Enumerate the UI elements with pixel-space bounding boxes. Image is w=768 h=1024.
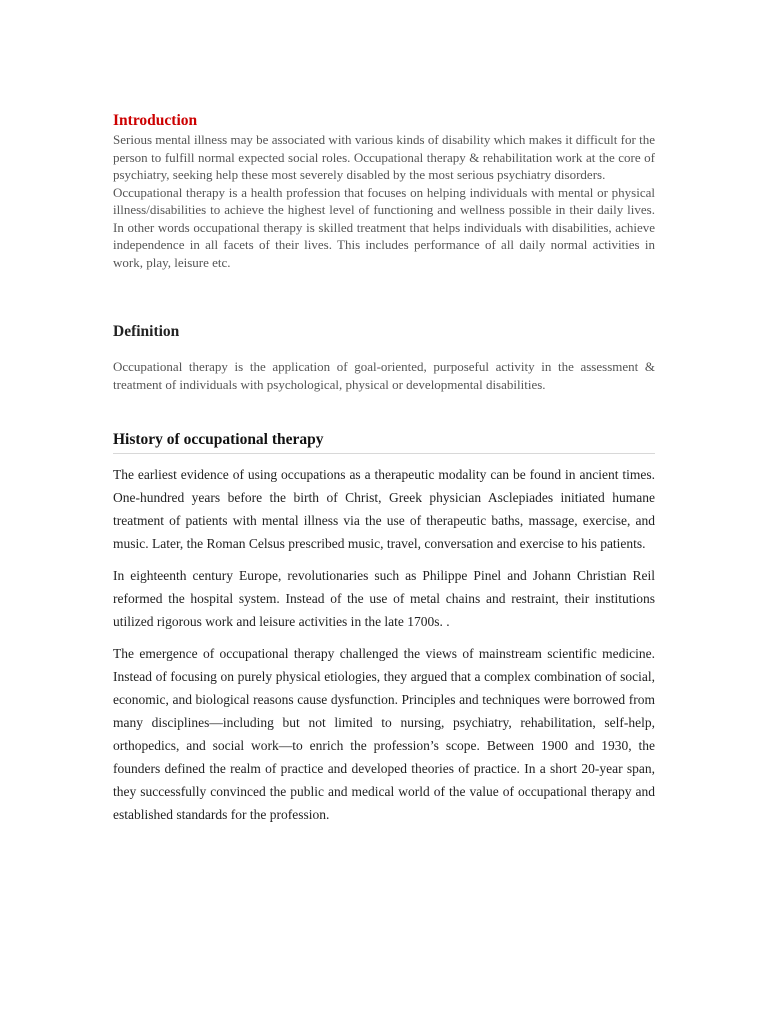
definition-text: Occupational therapy is the application of goal-oriented, purposeful activity in the assessment & treatment of individuals with psychological, physical or developmental disabilities.: [113, 359, 655, 392]
definition-heading: Definition: [113, 323, 180, 340]
history-heading: History of occupational therapy: [113, 429, 655, 454]
introduction-heading: Introduction: [113, 112, 198, 129]
introduction-body: [113, 131, 655, 271]
introduction-paragraph: Serious mental illness may be associated with various kinds of disability which makes it difficult for the person to fulfill normal expected social roles. Occupational therapy & rehabilitation work at the core of psychiatry, seeking help these most severely disabled by the most serious psychiatry disorders.: [113, 132, 655, 182]
history-body: [113, 463, 655, 835]
history-paragraph: In eighteenth century Europe, revolutionaries such as Philippe Pinel and Johann Christian Reil reformed the hospital system. Instead of the use of metal chains and restraint, their institutions utilized rigorous work and leisure activities in the late 1700s. .: [113, 568, 655, 629]
history-paragraph: The earliest evidence of using occupations as a therapeutic modality can be found in ancient times. One-hundred years before the birth of Christ, Greek physician Asclepiades initiated humane treatment of patients with mental illness via the use of therapeutic baths, massage, exercise, and music. Later, the Roman Celsus prescribed music, travel, conversation and exercise to his patients.: [113, 467, 655, 551]
history-paragraph: The emergence of occupational therapy challenged the views of mainstream scientific medicine. Instead of focusing on purely physical etiologies, they argued that a complex combination of social, economic, and biological reasons cause dysfunction. Principles and techniques were borrowed from many disciplines—including but not limited to nursing, psychiatry, rehabilitation, self-help, orthopedics, and social work—to enrich the profession’s scope. Between 1900 and 1930, the founders defined the realm of practice and developed theories of practice. In a short 20-year span, they successfully convinced the public and medical world of the value of occupational therapy and established standards for the profession.: [113, 646, 655, 822]
introduction-paragraph: Occupational therapy is a health profession that focuses on helping individuals with mental or physical illness/disabilities to achieve the highest level of functioning and wellness possible in their daily lives. In other words occupational therapy is skilled treatment that helps individuals with disabilities, achieve independence in all facets of their lives. This includes performance of all daily normal activities in work, play, leisure etc.: [113, 184, 655, 270]
